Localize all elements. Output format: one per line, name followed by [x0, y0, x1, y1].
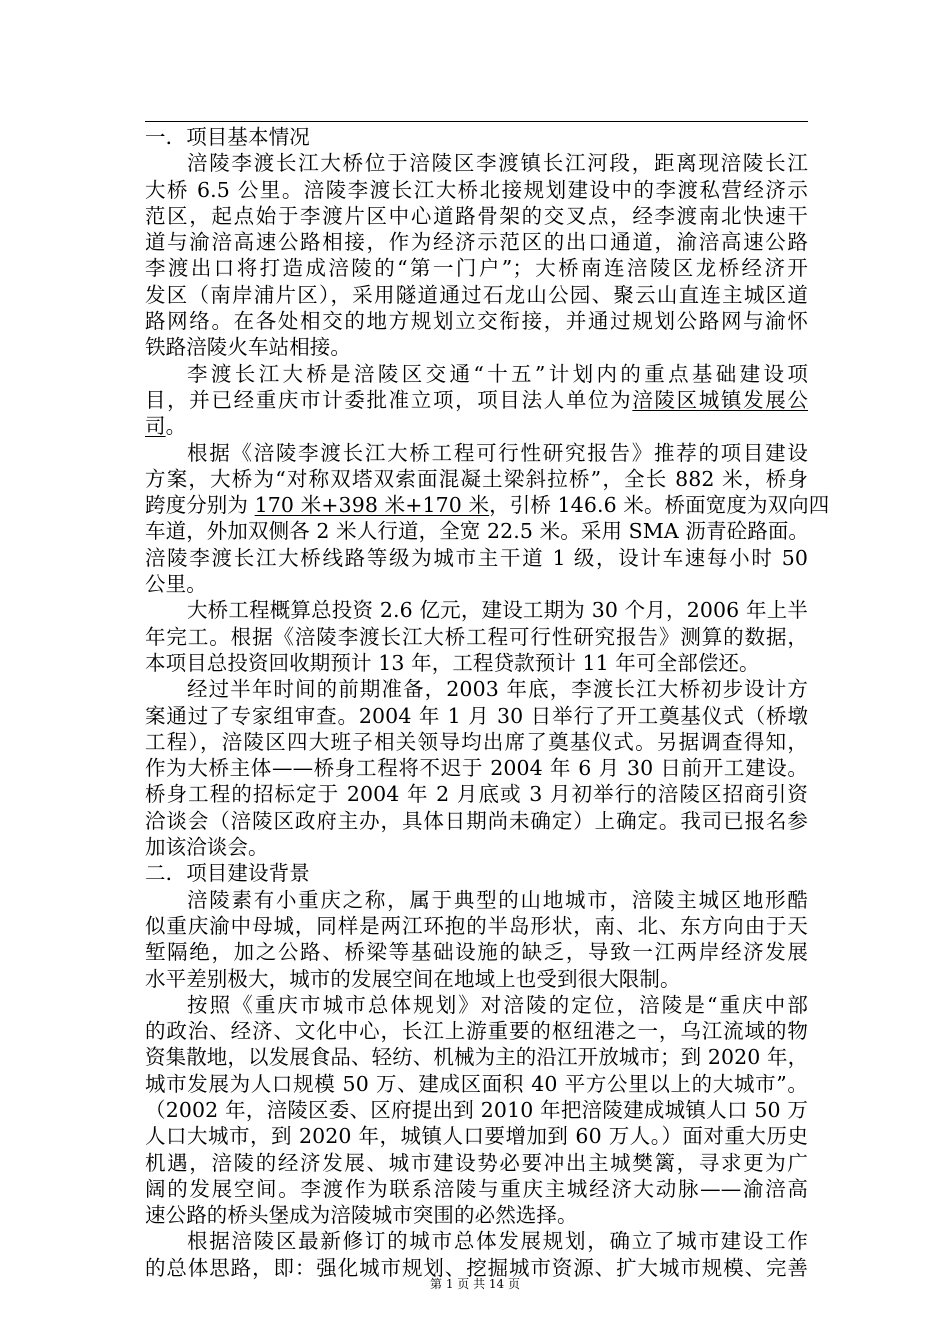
- text-line: 车道，外加双侧各 2 米人行道，全宽 22.5 米。采用 SMA 沥青砼路面。: [145, 519, 810, 544]
- paragraph: [145, 992, 808, 1229]
- text-line: 资集散地，以发展食品、轻纺、机械为主的沿江开放城市；到 2020 年，: [145, 1045, 809, 1070]
- text-line: 的总体思路，即：强化城市规划、挖掘城市资源、扩大城市规模、完善: [145, 1255, 808, 1280]
- text-line: 城市发展为人口规模 50 万、建成区面积 40 平方公里以上的大城市”。: [145, 1071, 808, 1096]
- text-line: 根据《涪陵李渡长江大桥工程可行性研究报告》推荐的项目建设: [187, 440, 808, 465]
- text-line: 司。: [145, 414, 187, 439]
- text-line: 发区（南岸浦片区），采用隧道通过石龙山公园、聚云山直连主城区道: [145, 282, 808, 307]
- text-line: 案通过了专家组审查。2004 年 1 月 30 日举行了开工奠基仪式（桥墩: [145, 703, 808, 728]
- text-line: 阔的发展空间。李渡作为联系涪陵与重庆主城经济大动脉——渝涪高: [145, 1176, 808, 1201]
- text-line: 人口大城市，到 2020 年，城镇人口要增加到 60 万人。）面对重大历史: [145, 1124, 808, 1149]
- text-line: 道与渝涪高速公路相接，作为经济示范区的出口通道，渝涪高速公路: [145, 230, 808, 255]
- text-line: 李渡出口将打造成涪陵的“第一门户”；大桥南连涪陵区龙桥经济开: [145, 256, 808, 281]
- text-line: 加该洽谈会。: [145, 835, 269, 860]
- text-line: 范区，起点始于李渡片区中心道路骨架的交叉点，经李渡南北快速干: [145, 203, 808, 228]
- section-heading-2: 二．项目建设背景: [145, 861, 310, 886]
- section-heading-1: 一．项目基本情况: [145, 125, 310, 149]
- text-line: 路网络。在各处相交的地方规划立交衔接，并通过规划公路网与渝怀: [145, 309, 808, 334]
- paragraph: [145, 361, 808, 440]
- text-line: 公里。: [145, 572, 207, 597]
- paragraph: [145, 887, 808, 992]
- page-footer: 第 1 页 共 14 页: [430, 1277, 520, 1291]
- text-line: 经过半年时间的前期准备，2003 年底，李渡长江大桥初步设计方: [187, 677, 808, 702]
- text-line: 速公路的桥头堡成为涪陵城市突围的必然选择。: [145, 1203, 578, 1228]
- text-line: 工程），涪陵区四大班子相关领导均出席了奠基仪式。另据调查得知，: [145, 729, 808, 754]
- text-line: 的政治、经济、文化中心，长江上游重要的枢纽港之一，乌江流域的物: [145, 1019, 808, 1044]
- text-line: 方案，大桥为“对称双塔双索面混凝土梁斜拉桥”，全长 882 米，桥身: [145, 466, 808, 491]
- paragraph: [145, 440, 830, 598]
- text-line: 涪陵素有小重庆之称，属于典型的山地城市，涪陵主城区地形酷: [187, 887, 808, 912]
- paragraph: [145, 597, 808, 676]
- text-line: 本项目总投资回收期预计 13 年，工程贷款预计 11 年可全部偿还。: [145, 650, 760, 675]
- text-line: 大桥 6.5 公里。涪陵李渡长江大桥北接规划建设中的李渡私营经济示: [145, 177, 808, 202]
- text-line: 堑隔绝，加之公路、桥梁等基础设施的缺乏，导致一江两岸经济发展: [145, 940, 808, 965]
- text-line: 涪陵李渡长江大桥位于涪陵区李渡镇长江河段，距离现涪陵长江: [187, 151, 808, 176]
- text-line: 作为大桥主体——桥身工程将不迟于 2004 年 6 月 30 日前开工建设。: [145, 756, 808, 781]
- text-line: 机遇，涪陵的经济发展、城市建设势必要冲出主城樊篱，寻求更为广: [145, 1150, 808, 1175]
- text-line: 李渡长江大桥是涪陵区交通“十五”计划内的重点基础建设项: [187, 361, 808, 386]
- text-line: 跨度分别为 170 米+398 米+170 米，引桥 146.6 米。桥面宽度为双向四: [145, 493, 830, 518]
- paragraph: [145, 150, 808, 360]
- text-line: 桥身工程的招标定于 2004 年 2 月底或 3 月初举行的涪陵区招商引资: [145, 782, 808, 807]
- text-line: 目，并已经重庆市计委批准立项，项目法人单位为涪陵区城镇发展公: [145, 387, 808, 412]
- header-rule: [145, 121, 808, 122]
- text-line: 根据涪陵区最新修订的城市总体发展规划，确立了城市建设工作: [187, 1229, 808, 1254]
- text-line: 洽谈会（涪陵区政府主办，具体日期尚未确定）上确定。我司已报名参: [145, 808, 808, 833]
- text-line: 按照《重庆市城市总体规划》对涪陵的定位，涪陵是“重庆中部: [187, 992, 808, 1017]
- text-line: 水平差别极大，城市的发展空间在地域上也受到很大限制。: [145, 966, 681, 991]
- text-line: 似重庆渝中母城，同样是两江环抱的半岛形状，南、北、东方向由于天: [145, 913, 808, 938]
- paragraph: [145, 1228, 808, 1281]
- text-line: 铁路涪陵火车站相接。: [145, 335, 351, 360]
- text-line: 大桥工程概算总投资 2.6 亿元，建设工期为 30 个月，2006 年上半: [187, 598, 808, 623]
- text-line: 年完工。根据《涪陵李渡长江大桥工程可行性研究报告》测算的数据，: [145, 624, 808, 649]
- text-line: 涪陵李渡长江大桥线路等级为城市主干道 1 级，设计车速每小时 50: [145, 545, 808, 570]
- document-body: [145, 124, 830, 1281]
- text-line: （2002 年，涪陵区委、区府提出到 2010 年把涪陵建成城镇人口 50 万: [145, 1097, 808, 1122]
- paragraph: [145, 676, 808, 860]
